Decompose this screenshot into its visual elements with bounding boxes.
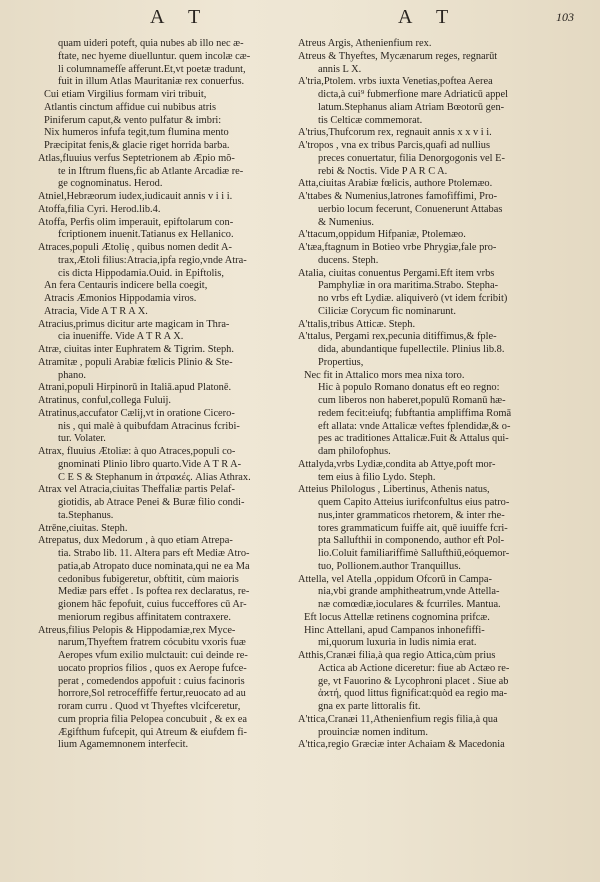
text-line: meniorum regibus affinitatem contraxere. (58, 611, 231, 623)
text-line: fcriptionem inuenit.Tatianus ex Hellanico. (58, 229, 234, 241)
text-line: eft allata: vnde Attalicæ veftes fplendidæ,& o- (318, 420, 511, 432)
text-line: ge, vt Fauorino & Lycophroni placet . Siue ab (318, 675, 509, 687)
text-line: dicta,à cui⁹ fubmerfione mare Adriaticū appel (318, 89, 508, 100)
text-line: Atrax vel Atracia,ciuitas Theffaliæ partis Pelaf- (38, 484, 235, 496)
text-line: ge cognominatus. Herod. (58, 178, 163, 190)
text-line: Atramitæ , populi Arabiæ fœlicis Plinio & Ste- (38, 356, 233, 368)
text-line: patia,ab Atropato duce nominata,qui ne ea Ma (58, 560, 250, 572)
text-line: Atracis Æmonios Hippodamia viros. (44, 293, 197, 304)
text-line: Atratinus, conful,collega Fuluij. (38, 395, 172, 406)
text-line: Atteius Philologus , Libertinus, Athenis natus, (298, 484, 490, 496)
text-line: gionem hāc fepofuit, cuius fucceffores cū Ar- (58, 599, 247, 610)
text-line: Hic à populo Romano donatus eft eo regno: (318, 382, 500, 394)
text-line: Atrēne,ciuitas. Steph. (38, 522, 128, 534)
text-line: A'tæa,ftagnum in Botieo vrbe Phrygiæ,fale pro- (298, 242, 497, 253)
header-left-letters: A T (150, 6, 211, 28)
text-line: Atthis,Cranæi filia,à qua regio Attica,cùm prius (298, 650, 496, 661)
text-line: fuit in illum Atlas Mauritaniæ rex conuerfus. (58, 76, 245, 88)
text-line: Atoffa, Perfis olim imperauit, epiftolarum con- (38, 216, 234, 228)
text-line: redem fecit:eiufq; fubftantia ampliffima Romā (318, 407, 512, 419)
text-line: Atlas,fluuius verfus Septetrionem ab Æpio mõ- (38, 152, 235, 164)
text-line: A'tria,Ptolem. vrbs iuxta Venetias,poftea Aerea (298, 76, 493, 88)
text-line: Atreus Argis, Athenienfium rex. (298, 38, 432, 49)
text-line: Attella, vel Atella ,oppidum Ofcorū in Campa- (298, 573, 492, 585)
text-line: dam philofophus. (318, 446, 391, 457)
text-line: A'ttacum,oppidum Hifpaniæ, Ptolemæo. (298, 229, 466, 241)
text-line: narum,Thyeftem fratrem cócubitu vxoris fuæ (58, 637, 246, 649)
text-line: Atrani,populi Hirpinorū in Italiā.apud Platonē. (38, 382, 232, 394)
text-line: nis , qui malè à quibufdam Atracinus fcribi- (58, 420, 240, 432)
text-line: no vrbs eft Lydiæ. aliquiverò (vt idem fcribit) (318, 293, 508, 304)
text-line: lium Agamemnonem interfecit. (58, 739, 189, 751)
text-line: nus,inter grammaticos rhetorem, & inter rhe- (318, 509, 505, 521)
running-header (0, 6, 600, 34)
text-line: phano. (58, 369, 86, 381)
text-line: Attalyda,vrbs Lydiæ,condita ab Attye,poft mor- (298, 458, 496, 470)
text-line: Ciliciæ Corycum fic nominarunt. (318, 305, 456, 317)
text-line: Nec fit in Attalico mors mea nixa toro. (304, 369, 465, 381)
text-line: Atratinus,accufator Cælij,vt in oratione Cicero- (38, 407, 235, 419)
text-line: annis L X. (318, 63, 362, 75)
text-line: An fera Centauris indicere bella coegit, (44, 280, 208, 292)
text-line: Hinc Attellani, apud Campanos inhonefiffi- (304, 624, 485, 636)
text-line: Piniferum caput,& vento pulfatur & imbri: (44, 114, 222, 126)
header-right-letters: A T (398, 6, 459, 28)
text-line: Atraces,populi Ætolię , quibus nomen dedit A- (38, 242, 232, 253)
text-line: A'ttica,Cranæi 11,Athenienfium regis filia,à qua (298, 713, 498, 725)
text-line: tis Celticæ commemorat. (318, 114, 423, 126)
text-line: Atoffa,filia Cyri. Herod.lib.4. (38, 203, 161, 215)
text-line: uocato proprios filios , quos ex Aerope fufce- (58, 662, 247, 674)
text-line: Præcipitat fenis,& glacie riget horrida barba. (44, 140, 230, 151)
text-line: li columnamefſe afferunt.Et,vt poetæ tradunt, (58, 63, 246, 75)
text-line: Cui etiam Virgilius formam viri tribuit, (44, 89, 207, 100)
text-line: prouinciæ nomen inditum. (318, 726, 428, 738)
text-line: A'trius,Thufcorum rex, regnauit annis x x v i i. (298, 127, 492, 139)
text-line: ἀϰτή, quod littus fignificat:quòd ea regio ma- (318, 688, 508, 700)
text-line: A'ttabes & Numenius,latrones famofiffimi, Pro- (298, 191, 498, 202)
text-line: Aeropes vfum exilio mulctauit: cui deinde re- (58, 650, 248, 661)
text-line: tur. Volater. (58, 433, 106, 445)
text-line: quem Capito Atteius iurifconfultus eius patro- (318, 497, 510, 508)
text-line: Atniel,Hebræorum iudex,iudicauit annis v i i i. (38, 191, 233, 202)
text-line: tia. Strabo lib. 11. Altera pars eft Mediæ Atro- (58, 548, 250, 559)
text-line: Atræ, ciuitas inter Euphratem & Tigrim. Steph. (38, 344, 234, 355)
text-line: Mediæ pars effet . Is poftea rex declaratus, re- (58, 586, 250, 598)
text-line: preces conuertatur, filia Denorgogonis vel E- (318, 152, 505, 164)
text-line: trax,Ætoli filius:Atracia,ipfa regio,vnde Atra- (58, 254, 247, 266)
text-line: gnominati Plinio libro quarto.Vide A T R A- (58, 458, 242, 470)
text-line: Eft locus Attellæ retinens cognomina prifcæ. (304, 611, 490, 623)
text-line: te in Iftrum fluens,fic ab Atlante Arcadiæ re- (58, 165, 244, 177)
text-line: giotidis, ab Atrace Penei & Buræ filio condi- (58, 497, 245, 508)
text-line: næ comœdiæ,ioculares & fcurriles. Mantua. (318, 599, 501, 610)
page-number: 103 (556, 10, 574, 24)
text-line: Atta,ciuitas Arabiæ fœlicis, authore Ptolemæo. (298, 178, 493, 190)
text-line: cum liberos non haberet,populū Romanū hæ- (318, 395, 506, 406)
left-column (38, 38, 300, 752)
text-line: pes ac traditiones Attalicæ.Fuit & Attalus qui- (318, 433, 509, 445)
text-line: cum propria filia Pelopea concubuit , & ex ea (58, 713, 247, 725)
text-line: C E S & Stephanum in ἀτραϰές. Alias Athrax. (58, 471, 251, 483)
text-line: ducens. Steph. (318, 254, 379, 266)
text-line: latum.Stephanus aliam Atriam Bœotorū gen- (318, 101, 505, 113)
text-line: tores grammaticum fuiffe ait, quē iuuiffe fcri- (318, 522, 508, 534)
text-line: Atreus & Thyeftes, Mycænarum reges, regnarūt (298, 50, 498, 62)
text-line: & Numenius. (318, 216, 374, 228)
text-line: A'tropos , vna ex tribus Parcis,quafi ad nullius (298, 140, 491, 151)
text-line: nia,vbi grande amphitheatrum,vnde Attella- (318, 586, 500, 598)
text-line: rebi & Noctis. Vide P A R C A. (318, 165, 448, 177)
text-line: cia inueniffe. Vide A T R A X. (58, 331, 184, 343)
text-line: Propertius, (318, 356, 364, 368)
text-line: roram curru . Quod vt Thyeftes vlcifceretur, (58, 701, 241, 712)
right-column (298, 38, 572, 752)
text-line: Ægifthum fufcepit, qui Atreum & eiufdem fi- (58, 726, 248, 738)
text-line: A'ttica,regio Græciæ inter Achaiam & Macedonia (298, 739, 505, 751)
text-line: uerbio locum fecerunt, Conuenerunt Attabas (318, 203, 503, 215)
text-line: dida, abundantique fupellectile. Plinius lib.8. (318, 344, 505, 355)
text-line: gna ex parte littoralis fit. (318, 701, 421, 712)
text-line: Atlantis cinctum affidue cui nubibus atris (44, 101, 217, 113)
text-line: tem eius à filio Lydo. Steph. (318, 471, 436, 483)
text-line: Atrax, fluuius Ætoliæ: à quo Atraces,populi co- (38, 446, 236, 457)
text-line: Atracia, Vide A T R A X. (44, 305, 148, 317)
text-line: tuo, Pollionem.author Tranquillus. (318, 560, 461, 572)
text-line: lio.Coluit familiariffimè Sallufthiū,eóquemor- (318, 548, 510, 559)
text-line: Atalia, ciuitas conuentus Pergami.Eft item vrbs (298, 267, 495, 279)
text-line: ta.Stephanus. (58, 509, 114, 521)
text-line: Pamphyliæ in ora maritima.Strabo. Stepha- (318, 280, 499, 292)
text-line: mi,quorum luxuria in ludis nimia erat. (318, 637, 477, 649)
text-line: Atrepatus, dux Medorum , à quo etiam Atrepa- (38, 535, 233, 547)
text-line: A'ttalus, Pergami rex,pecunia ditiffimus,& fple- (298, 331, 497, 343)
text-line: quam uideri poteft, quia nubes ab illo nec æ- (58, 38, 244, 49)
text-line: horrore,Sol retroceffiffe fertur,reuocato ad au (58, 688, 246, 700)
text-line: A'ttalis,tribus Atticæ. Steph. (298, 318, 416, 330)
text-line: Atreus,filius Pelopis & Hippodamiæ,rex Myce- (38, 624, 236, 636)
text-line: cis dicta Hippodamia.Ouid. in Epiftolis, (58, 267, 224, 279)
text-line: cedonibus fubigeretur, obftitit, cùm maioris (58, 573, 239, 585)
text-line: perat , comedendos appofuit : cuius facinoris (58, 675, 245, 687)
text-line: Atracius,primus dicitur arte magicam in Thra- (38, 318, 230, 330)
text-line: Actica ab Actione diceretur: fiue ab Actæo re- (318, 662, 510, 674)
text-line: pta Sallufthii in componendo, author eft Pol- (318, 535, 505, 547)
text-line: Nix humeros infufa tegit,tum flumina mento (44, 127, 229, 139)
text-line: ftate, nec hyeme diuelluntur. quem incolæ cæ- (58, 50, 251, 62)
